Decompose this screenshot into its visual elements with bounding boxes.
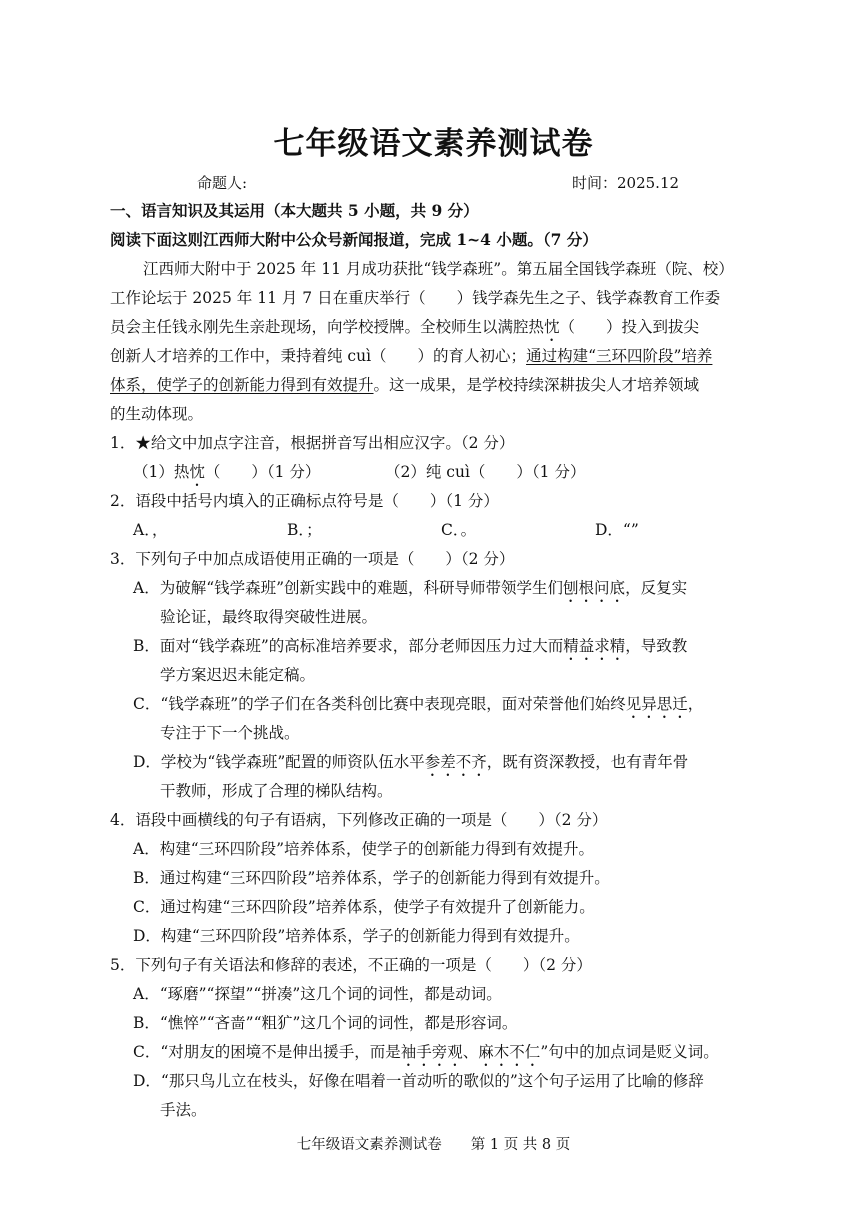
- q5-option-b: B．“憔悴”“吝啬”“粗犷”这几个词的词性，都是形容词。: [133, 1014, 518, 1032]
- q-text: ，: [687, 695, 704, 713]
- q3-option-c: [133, 694, 703, 722]
- q-text: ，导致教: [625, 637, 688, 655]
- q-text: ，反复实: [625, 579, 688, 597]
- question-1-sub-1: [133, 462, 320, 490]
- question-4-stem: 4．语段中画横线的句子有语病，下列修改正确的一项是（ ）（2 分）: [110, 811, 608, 829]
- q2-option-a: A．，: [133, 521, 168, 539]
- q-text: D．学校为“钱学森班”配置的师资队伍水平: [133, 753, 425, 771]
- q3-option-c-cont: 专注于下一个挑战。: [160, 724, 300, 742]
- dotted-idiom: 精益求精: [563, 637, 626, 655]
- passage-text: 。这一成果，是学校持续深耕拔尖人才培养领域: [373, 376, 700, 394]
- dotted-char: 忱: [544, 318, 560, 336]
- section-heading: 一、语言知识及其运用（本大题共 5 小题，共 9 分）: [110, 201, 479, 220]
- underlined-sentence: 通过构建“三环四阶段”培养: [526, 347, 713, 365]
- q2-option-d: D．“”: [595, 521, 639, 539]
- dotted-idiom: 刨根问底: [563, 579, 626, 597]
- passage-text: 员会主任钱永刚先生亲赴现场，向学校授牌。全校师生以满腔热: [110, 318, 545, 336]
- q-text: ，既有资深教授，也有青年骨: [486, 753, 689, 771]
- question-1-sub-2: （2）纯 cuì（ ）（1 分）: [385, 463, 586, 481]
- q-text: B．面对“钱学森班”的高标准培养要求，部分老师因压力过大而: [133, 637, 564, 655]
- q3-option-d: [133, 752, 688, 780]
- dotted-idiom: 参差不齐: [424, 753, 487, 771]
- dotted-words: 袖手旁观、麻木不仁: [400, 1043, 541, 1061]
- time-label: 时间：2025.12: [572, 174, 680, 192]
- q4-option-b: B．通过构建“三环四阶段”培养体系，学子的创新能力得到有效提升。: [133, 869, 610, 887]
- passage-text: （ ）投入到拔尖: [559, 318, 700, 336]
- q3-option-a: [133, 578, 687, 606]
- question-1-stem: 1．★给文中加点字注音，根据拼音写出相应汉字。（2 分）: [110, 434, 515, 452]
- q5-option-c: [133, 1042, 719, 1070]
- q-text: C．“钱学森班”的学子们在各类科创比赛中表现亮眼，面对荣誉他们始终: [133, 695, 626, 713]
- q3-option-d-cont: 干教师，形成了合理的梯队结构。: [160, 782, 393, 800]
- passage-line-4: [110, 346, 712, 366]
- q3-option-b: [133, 636, 687, 664]
- underlined-sentence: 体系，使学子的创新能力得到有效提升: [110, 376, 374, 394]
- page-footer: 七年级语文素养测试卷 第 1 页 共 8 页: [296, 1137, 571, 1153]
- q3-option-b-cont: 学方案迟迟未能定稿。: [160, 666, 316, 684]
- question-3-stem: 3．下列句子中加点成语使用正确的一项是（ ）（2 分）: [110, 550, 515, 568]
- page-title: 七年级语文素养测试卷: [273, 126, 594, 162]
- passage-line-3: [110, 317, 699, 345]
- passage-text: 创新人才培养的工作中，秉持着纯 cuì（ ）的育人初心；: [110, 347, 527, 365]
- question-5-stem: 5．下列句子有关语法和修辞的表述，不正确的一项是（ ）（2 分）: [110, 956, 592, 974]
- q4-option-c: C．通过构建“三环四阶段”培养体系，使学子有效提升了创新能力。: [133, 898, 595, 916]
- q4-option-d: D．构建“三环四阶段”培养体系，学子的创新能力得到有效提升。: [133, 927, 580, 945]
- q5-option-d: D．“那只鸟儿立在枝头，好像在唱着一首动听的歌似的”这个句子运用了比喻的修辞: [133, 1072, 704, 1090]
- q2-option-b: B．；: [287, 521, 322, 539]
- q4-option-a: A．构建“三环四阶段”培养体系，使学子的创新能力得到有效提升。: [133, 840, 595, 858]
- passage-line-2: 工作论坛于 2025 年 11 月 7 日在重庆举行（ ）钱学森先生之子、钱学森教育工作委: [110, 289, 721, 307]
- reading-instruction: 阅读下面这则江西师大附中公众号新闻报道，完成 1~4 小题。（7 分）: [110, 230, 598, 249]
- passage-line-5: [110, 375, 699, 395]
- question-2-stem: 2．语段中括号内填入的正确标点符号是（ ）（1 分）: [110, 492, 499, 510]
- passage-line-6: 的生动体现。: [110, 405, 204, 423]
- q5-option-a: A．“琢磨”“探望”“拼凑”这几个词的词性，都是动词。: [133, 985, 502, 1003]
- q2-option-c: C．。: [441, 521, 477, 539]
- q3-option-a-cont: 验论证，最终取得突破性进展。: [160, 608, 378, 626]
- q-text: C．“对朋友的困境不是伸出援手，而是: [133, 1043, 401, 1061]
- author-label: 命题人:: [197, 174, 248, 192]
- dotted-char: 忱: [189, 463, 205, 481]
- q-text: A．为破解“钱学森班”创新实践中的难题，科研导师带领学生们: [133, 579, 564, 597]
- dotted-idiom: 见异思迁: [625, 695, 688, 713]
- passage-line-1: 江西师大附中于 2025 年 11 月成功获批“钱学森班”。第五届全国钱学森班（院、校）: [143, 260, 734, 278]
- q5-option-d-cont: 手法。: [160, 1101, 207, 1119]
- q-text: （ ）（1 分）: [204, 463, 321, 481]
- q-text: ”句中的加点词是贬义词。: [540, 1043, 719, 1061]
- q-text: （1）热: [133, 463, 190, 481]
